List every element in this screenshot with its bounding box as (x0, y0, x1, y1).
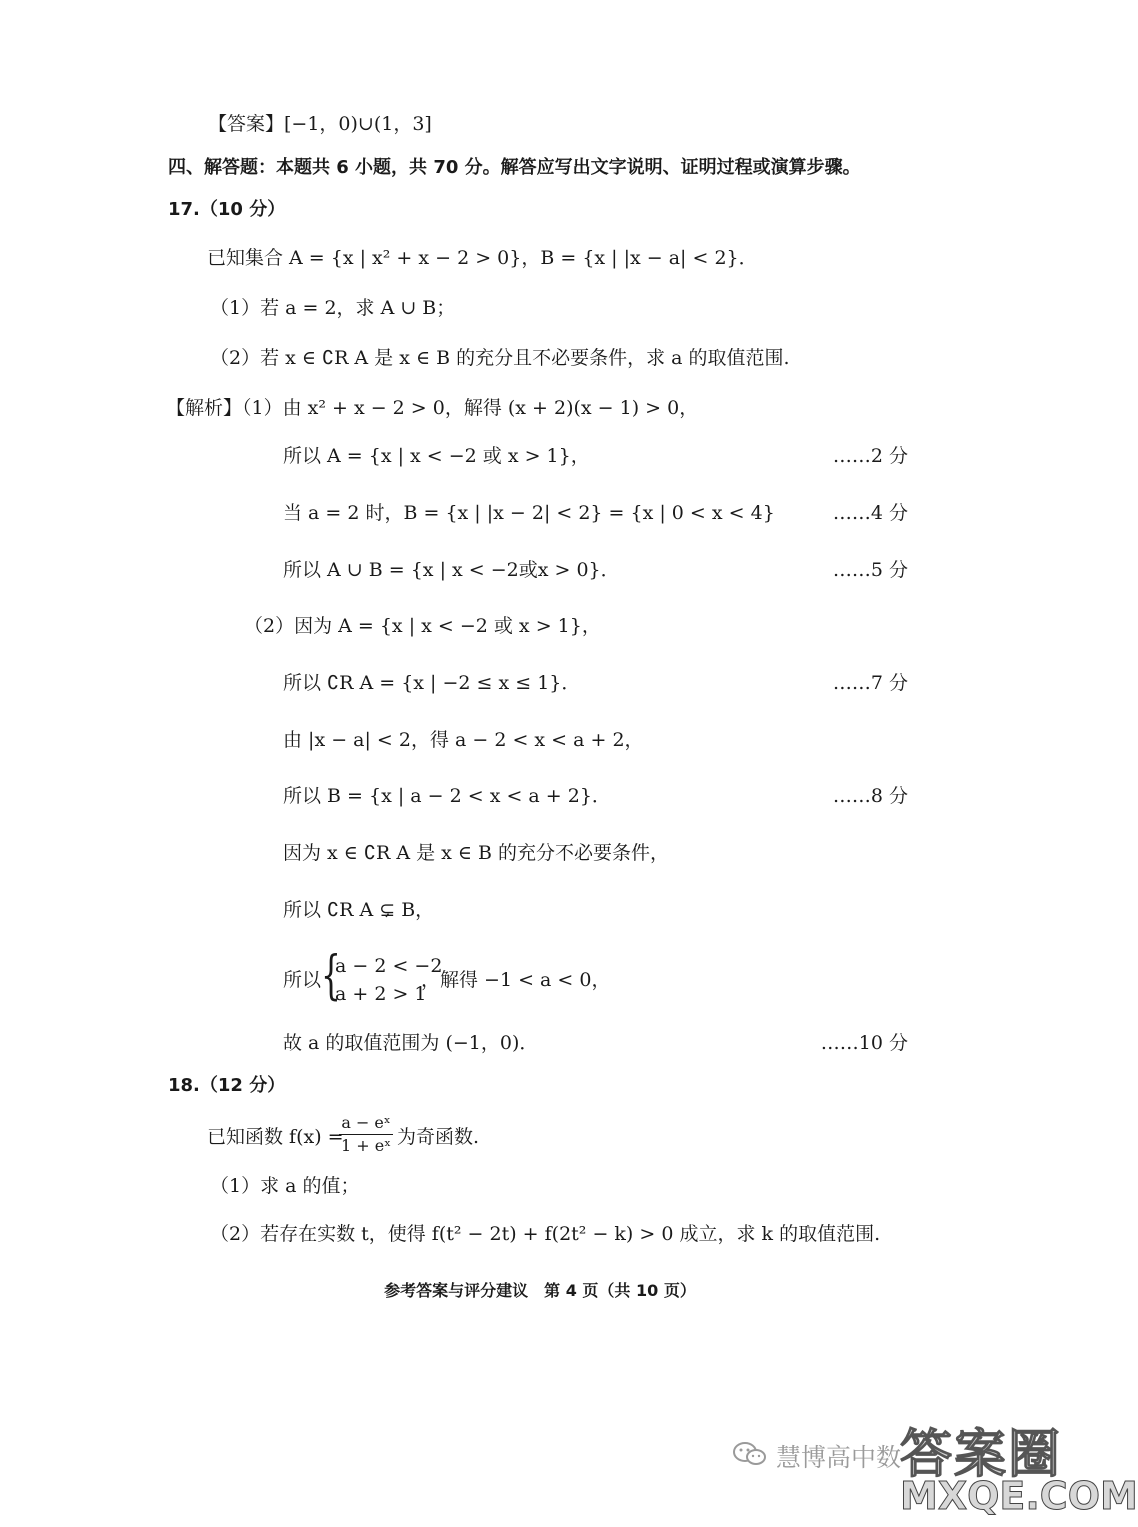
solution-17-line: （2）因为 A = {x | x < −2 或 x > 1}， (244, 615, 601, 637)
watermark (728, 1412, 1138, 1527)
score-mark: ……8 分 (832, 785, 908, 807)
stem-prefix: 已知函数 f(x) = (207, 1126, 344, 1148)
section-heading: 四、解答题：本题共 6 小题，共 70 分。解答应写出文字说明、证明过程或演算步骤。 (168, 157, 861, 178)
solution-17-line: 因为 x ∈ ∁R A 是 x ∈ B 的充分不必要条件， (283, 842, 669, 864)
left-brace: { (321, 946, 341, 1006)
watermark-account: 慧博高中数 (776, 1443, 902, 1472)
question-17-header: 17.（10 分） (168, 199, 286, 220)
system-line-2: a + 2 > 1 (335, 983, 427, 1005)
score-mark: ……4 分 (832, 502, 908, 524)
score-mark: ……5 分 (832, 559, 908, 581)
watermark-logo-en: MXQE.COM (900, 1474, 1138, 1518)
solution-17-line: 故 a 的取值范围为 (−1，0)． (283, 1032, 539, 1054)
solution-17-line: 由 |x − a| < 2，得 a − 2 < x < a + 2， (283, 729, 644, 751)
question-18-header: 18.（12 分） (168, 1075, 286, 1096)
previous-answer: 【答案】[−1，0)∪(1，3] (208, 113, 432, 135)
watermark-logo-cn: 答案圈 (900, 1425, 1063, 1485)
solution-17-line: 所以 B = {x | a − 2 < x < a + 2}． (283, 785, 611, 807)
solution-17-line: 所以 A = {x | x < −2 或 x > 1}， (283, 445, 590, 467)
question-18-part1: （1）求 a 的值； (210, 1175, 360, 1197)
fraction (339, 1112, 393, 1157)
solution-17-line: 所以 ∁R A ⊊ B， (283, 899, 435, 921)
fraction-denominator: 1 + eˣ (340, 1136, 391, 1155)
solution-17-line: 当 a = 2 时，B = {x | |x − 2| < 2} = {x | 0 < x < 4} (283, 502, 775, 524)
question-17-part1: （1）若 a = 2，求 A ∪ B； (210, 297, 456, 319)
solution-17-line: 【解析】（1）由 x² + x − 2 > 0，解得 (x + 2)(x − 1) > 0， (166, 397, 699, 419)
page-footer: 参考答案与评分建议 第 4 页（共 10 页） (384, 1281, 696, 1300)
question-17-part2: （2）若 x ∈ ∁R A 是 x ∈ B 的充分且不必要条件，求 a 的取值范围. (210, 347, 790, 369)
solution-17-line: 所以 ∁R A = {x | −2 ≤ x ≤ 1}． (283, 672, 581, 694)
question-18-part2: （2）若存在实数 t，使得 f(t² − 2t) + f(2t² − k) > 0 成立，求 k 的取值范围. (210, 1223, 881, 1245)
score-mark: ……10 分 (820, 1032, 908, 1054)
system-suffix: ，解得 −1 < a < 0， (421, 969, 611, 991)
score-mark: ……2 分 (832, 445, 908, 467)
solution-17-line: 所以 A ∪ B = {x | x < −2或x > 0}． (283, 559, 620, 581)
fraction-numerator: a − eˣ (339, 1112, 393, 1135)
wechat-icon (732, 1440, 768, 1468)
score-mark: ……7 分 (832, 672, 908, 694)
stem-suffix: 为奇函数. (397, 1126, 480, 1148)
system-line-1: a − 2 < −2 (335, 955, 443, 977)
question-17-stem: 已知集合 A = {x | x² + x − 2 > 0}，B = {x | |x − a| < 2}． (207, 247, 758, 269)
system-prefix: 所以 (283, 969, 322, 991)
